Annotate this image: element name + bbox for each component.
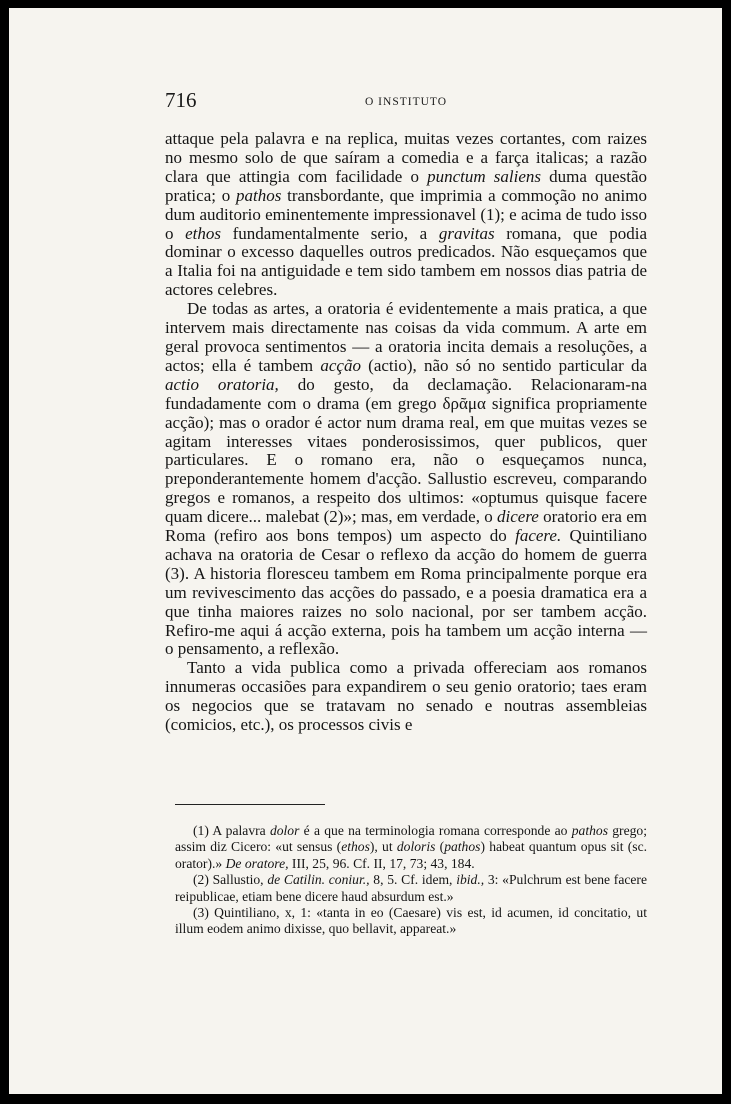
footnote-divider (175, 804, 325, 805)
running-head: O INSTITUTO (365, 96, 448, 108)
paragraph-3: Tanto a vida publica como a privada offereciam aos romanos innumeras occasiões para expandirem o seu genio oratorio; taes eram os negocios que se tratavam no senado e noutras assembleias (comicios, etc.), os processos civis e (165, 658, 647, 735)
book-page (9, 8, 722, 1094)
body-text (165, 130, 647, 735)
footnote-1: (1) A palavra dolor é a que na terminologia romana corresponde ao pathos grego; assim diz Cicero: «ut sensus (ethos), ut doloris (pathos) habeat quantum opus sit (sc. orator).» De oratore, III, 25, 96. Cf. II, 17, 73; 43, 184. (175, 823, 647, 871)
footnote-2: (2) Sallustio, de Catilin. coniur., 8, 5. Cf. idem, ibid., 3: «Pulchrum est bene facere reipublicae, etiam bene dicere haud absurdum est.» (175, 872, 647, 904)
paragraph-2: De todas as artes, a oratoria é evidentemente a mais pratica, a que intervem mais directamente nas coisas da vida commum. A arte em geral provoca sentimentos — a oratoria incita demais a resoluções, a actos; ella é tambem acção (actio), não só no sentido particular da actio oratoria, do gesto, da declamação. Relacionaram-na fundadamente com o drama (em grego δρᾶμα significa propriamente acção); mas o orador é actor num drama real, em que muitas vezes se agitam interesses vitaes ponderosissimos, quer publicos, quer particulares. E o romano era, não o esqueçamos nunca, preponderantemente homem d'acção. Sallustio escreveu, comparando gregos e romanos, a respeito dos ultimos: «optumus quisque facere quam dicere... malebat (2)»; mas, em verdade, o dicere oratorio era em Roma (refiro aos bons tempos) um aspecto do facere. Quintiliano achava na oratoria de Cesar o reflexo da acção do homem de guerra (3). A historia floresceu tambem em Roma principalmente porque era um revivescimento das acções do passado, e a poesia dramatica era a que tinha maiores raizes no solo nacional, por ser tambem acção. Refiro-me aqui á acção externa, pois ha tambem um acção interna — o pensamento, a reflexão. (165, 299, 647, 659)
footnote-3: (3) Quintiliano, x, 1: «tanta in eo (Caesare) vis est, id acumen, id concitatio, ut illum eodem animo dixisse, quo bellavit, appareat.» (175, 905, 647, 937)
footnotes (175, 823, 647, 938)
paragraph-1: attaque pela palavra e na replica, muitas vezes cortantes, com raizes no mesmo solo de que saíram a comedia e a farça italicas; a razão clara que attingia com facilidade o punctum saliens duma questão pratica; o pathos transbordante, que imprimia a commoção no animo dum auditorio eminentemente impressionavel (1); e acima de tudo isso o ethos fundamentalmente serio, a gravitas romana, que podia dominar o excesso daquelles outros predicados. Não esqueçamos que a Italia foi na antiguidade e tem sido tambem em nossos dias patria de actores celebres. (165, 129, 648, 300)
page-number: 716 (165, 88, 197, 112)
page-header (165, 88, 645, 114)
